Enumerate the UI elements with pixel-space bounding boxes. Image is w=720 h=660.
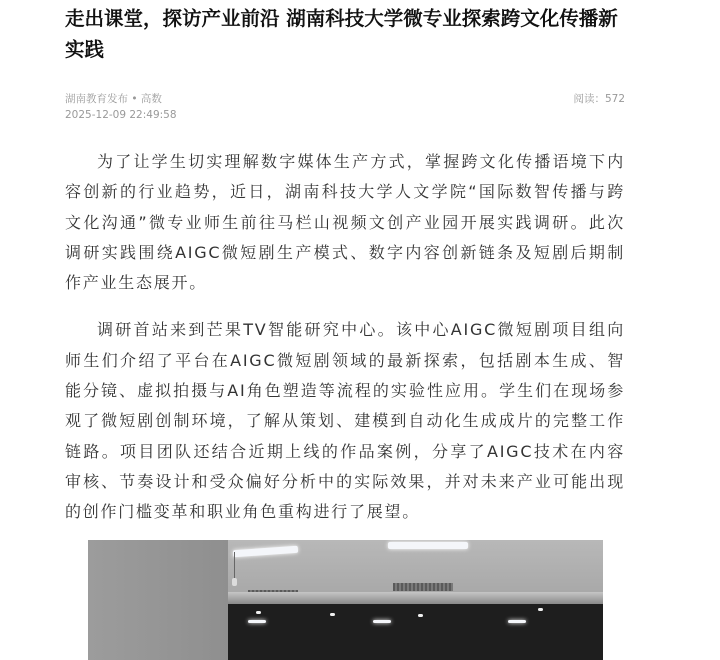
read-count: 阅读：572	[573, 93, 625, 105]
photo-dark-area	[228, 604, 603, 660]
photo-wall	[88, 540, 228, 660]
article-photo[interactable]	[88, 540, 603, 660]
security-camera	[232, 578, 237, 586]
article	[65, 0, 625, 545]
light-spot	[508, 620, 526, 623]
light-spot	[248, 620, 266, 623]
light-spot	[373, 620, 391, 623]
article-body	[65, 147, 625, 528]
air-vent	[393, 583, 453, 591]
light-spot	[538, 608, 543, 611]
paragraph: 调研首站来到芒果TV智能研究中心。该中心AIGC微短剧项目组向师生们介绍了平台在AIGC微短剧领域的最新探索，包括剧本生成、智能分镜、虚拟拍摄与AI角色塑造等流程的实验性应用。学生们在现场参观了微短剧创制环境，了解从策划、建模到自动化生成成片的完整工作链路。项目团队还结合近期上线的作品案例，分享了AIGC技术在内容审核、节奏设计和受众偏好分析中的实际效果，并对未来产业可能出现的创作门槛变革和职业角色重构进行了展望。	[65, 320, 625, 522]
photo-beam	[228, 592, 603, 604]
light-spot	[418, 614, 423, 617]
ceiling-light	[388, 542, 468, 549]
camera-cable	[234, 552, 235, 580]
article-meta	[65, 91, 625, 125]
article-title: 走出课堂，探访产业前沿 湖南科技大学微专业探索跨文化传播新实践	[65, 7, 618, 61]
paragraph: 为了让学生切实理解数字媒体生产方式，掌握跨文化传播语境下内容创新的行业趋势，近日，湖南科技大学人文学院“国际数智传播与跨文化沟通”微专业师生前往马栏山视频文创产业园开展实践调研。此次调研实践围绕AIGC微短剧生产模式、数字内容创新链条及短剧后期制作产业生态展开。	[65, 152, 625, 293]
article-source[interactable]: 湖南教育发布 • 高数	[65, 93, 162, 105]
light-spot	[330, 613, 335, 616]
article-timestamp: 2025-12-09 22:49:58	[65, 109, 177, 121]
